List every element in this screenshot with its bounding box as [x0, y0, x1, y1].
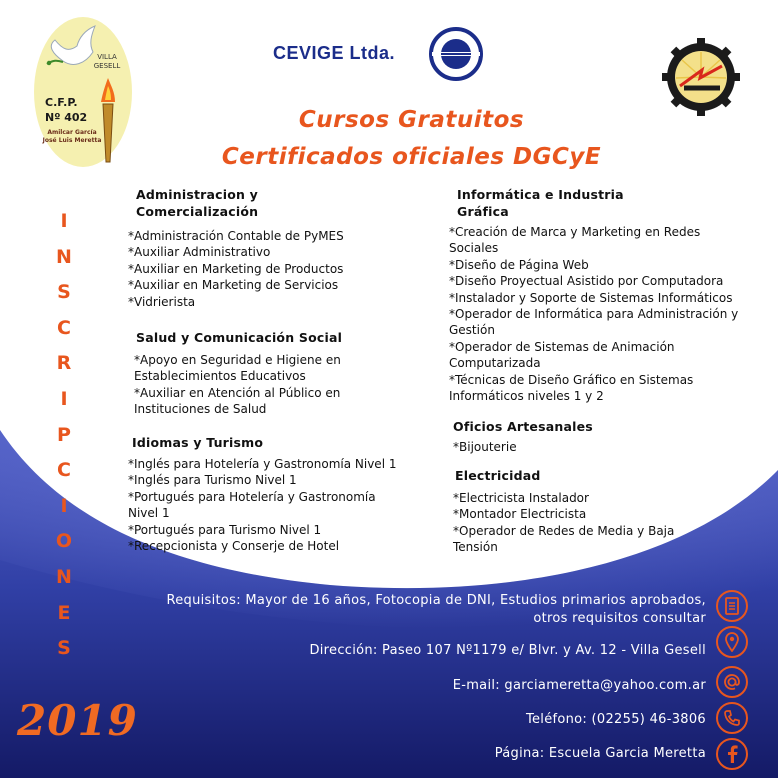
list-item: Gestión: [449, 323, 495, 338]
list-item: Computarizada: [449, 356, 541, 371]
list-item: *Vidrierista: [128, 294, 196, 309]
address-text: Dirección: Paseo 107 Nº1179 e/ Blvr. y Av. 12 - Villa Gesell: [309, 643, 706, 658]
list-item: Tensión: [453, 540, 498, 555]
vertical-letter: I: [60, 210, 68, 232]
list-item: *Inglés para Turismo Nivel 1: [128, 473, 297, 488]
section-title-line2: Comercialización: [136, 204, 259, 219]
vertical-letter: P: [57, 423, 71, 446]
list-item: *Recepcionista y Conserje de Hotel: [128, 539, 340, 554]
title-line2: Certificados oficiales DGCyE: [221, 144, 602, 170]
list-item: Establecimientos Educativos: [134, 369, 306, 384]
section-idiomas: [128, 434, 428, 554]
list-item: Nivel 1: [128, 506, 170, 521]
list-item: *Montador Electricista: [453, 507, 587, 522]
course-list: [128, 456, 428, 554]
vertical-letter: S: [57, 637, 71, 660]
list-item: *Auxiliar en Marketing de Servicios: [128, 278, 339, 293]
section-electricidad: [449, 467, 771, 556]
list-item: *Instalador y Soporte de Sistemas Informáticos: [449, 290, 733, 305]
section-title-line1: Informática e Industria: [457, 187, 624, 202]
year-label: 2019: [17, 696, 138, 745]
list-item: *Diseño de Página Web: [449, 257, 589, 272]
vertical-letter: N: [56, 245, 72, 268]
vertical-letter: C: [57, 459, 71, 482]
list-item: *Operador de Redes de Media y Baja: [453, 523, 675, 538]
vertical-letter: N: [56, 565, 72, 588]
at-sign-icon: [716, 666, 748, 698]
list-item: *Electricista Instalador: [453, 491, 589, 505]
partner-name: CEVIGE Ltda.: [273, 43, 396, 63]
section-title: [449, 186, 771, 220]
school-name-line1: C.F.P.: [45, 96, 78, 109]
phone-icon: [716, 702, 748, 734]
course-list: [128, 228, 428, 310]
list-item: *Operador de Sistemas de Animación: [449, 339, 675, 354]
list-item: *Inglés para Hotelería y Gastronomía Nivel 1: [128, 457, 397, 471]
list-item: *Operador de Informática para Administración y: [449, 307, 739, 322]
section-title: Oficios Artesanales: [453, 419, 593, 434]
email-text[interactable]: E-mail: garciameretta@yahoo.com.ar: [452, 678, 706, 693]
section-informatica: [449, 186, 771, 404]
page-text[interactable]: Página: Escuela Garcia Meretta: [494, 746, 706, 761]
requirements-line2: otros requisitos consultar: [533, 611, 706, 626]
school-founders-line2: José Luis Meretta: [42, 137, 102, 144]
section-oficios: [449, 418, 771, 455]
school-town: VILLA GESELL: [93, 53, 121, 70]
list-item: *Bijouterie: [453, 440, 517, 454]
gear-emblem-icon: [662, 38, 740, 116]
section-salud: [128, 329, 428, 418]
vertical-letter: I: [60, 387, 68, 410]
vertical-letter: R: [56, 352, 72, 375]
list-item: *Creación de Marca y Marketing en Redes: [449, 225, 701, 239]
section-administracion: [128, 186, 428, 310]
list-item: Informáticos niveles 1 y 2: [449, 389, 604, 404]
vertical-letter: I: [60, 494, 68, 517]
list-item: *Auxiliar en Marketing de Productos: [128, 261, 344, 276]
list-item: *Diseño Proyectual Asistido por Computadora: [449, 274, 724, 289]
list-item: Sociales: [449, 241, 499, 256]
section-title-line1: Administracion y: [136, 187, 259, 202]
list-item: *Administración Contable de PyMES: [128, 229, 344, 243]
list-item: *Apoyo en Seguridad e Higiene en: [134, 353, 341, 367]
list-item: *Portugués para Hotelería y Gastronomía: [128, 489, 376, 504]
vertical-letter: S: [57, 281, 71, 304]
list-item: *Técnicas de Diseño Gráfico en Sistemas: [449, 372, 694, 387]
section-title: Idiomas y Turismo: [132, 435, 264, 450]
title-line1: Cursos Gratuitos: [298, 107, 525, 133]
vertical-letter: E: [57, 601, 71, 624]
course-list: [449, 439, 771, 455]
list-item: *Auxiliar en Atención al Público en: [134, 385, 341, 400]
list-item: Instituciones de Salud: [134, 402, 267, 417]
vertical-letter: C: [57, 316, 71, 339]
course-list: [128, 352, 428, 418]
section-title: [128, 186, 428, 220]
inscripciones-vertical-label: [54, 204, 74, 667]
vertical-letter: O: [55, 530, 73, 553]
section-title-line2: Gráfica: [457, 204, 509, 219]
facebook-icon: [716, 738, 748, 770]
requirements-text: [167, 592, 707, 628]
course-list: [449, 224, 771, 404]
school-founders-line1: Amilcar García: [47, 129, 97, 136]
school-name-line2: Nº 402: [45, 111, 88, 124]
location-pin-icon: [716, 626, 748, 658]
section-title: Electricidad: [455, 468, 541, 483]
section-title: Salud y Comunicación Social: [136, 330, 343, 345]
phone-text[interactable]: Teléfono: (02255) 46-3806: [525, 712, 706, 727]
list-item: *Portugués para Turismo Nivel 1: [128, 522, 322, 537]
requirements-line1: Requisitos: Mayor de 16 años, Fotocopia de DNI, Estudios primarios aprobados,: [166, 593, 706, 608]
cevige-logo-icon: [428, 26, 484, 82]
document-icon: [716, 590, 748, 622]
course-list: [449, 490, 771, 556]
list-item: *Auxiliar Administrativo: [128, 245, 271, 260]
